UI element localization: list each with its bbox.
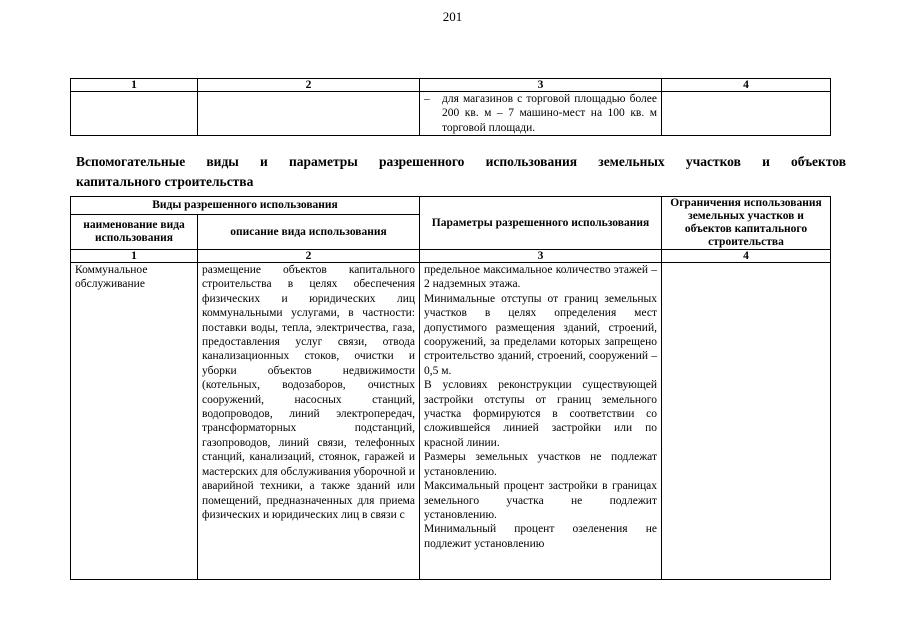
table-cell [662, 92, 831, 136]
restrictions-cell [662, 263, 831, 580]
column-number: 3 [420, 79, 662, 92]
use-name-cell: Коммунальное обслуживание [71, 263, 198, 580]
table-row [71, 263, 831, 580]
table-row [71, 92, 831, 136]
column-number-row [71, 250, 831, 263]
column-number: 4 [662, 250, 831, 263]
column-number: 1 [71, 79, 198, 92]
table-cell [420, 92, 662, 136]
parameters-cell [420, 263, 662, 580]
parameter-paragraph: Размеры земельных участков не подлежат установлению. [424, 451, 657, 478]
parameter-paragraph: Минимальный процент озеленения не подлежит установлению [424, 523, 657, 550]
column-number: 3 [420, 250, 662, 263]
header-group-label: Виды разрешенного использования [71, 197, 420, 215]
list-item [424, 92, 657, 135]
column-number: 2 [198, 79, 420, 92]
parameter-paragraph: предельное максимальное количество этажей – 2 надземных этажа. [424, 264, 657, 291]
section-heading-line1: Вспомогательные виды и параметры разрешенного использования земельных участков и объектов [76, 154, 846, 169]
list-item-text: для магазинов с торговой площадью более 200 кв. м – 7 машино-мест на 100 кв. м торговой площади. [442, 93, 657, 134]
header-parameters: Параметры разрешенного использования [420, 197, 662, 250]
parameter-paragraph: Минимальные отступы от границ земельных участков в целях определения мест допустимого размещения зданий, строений, сооружений, за пределами которых запрещено строительство зданий, строений, сооружений – 0,5 м. [424, 292, 657, 377]
table-cell [71, 92, 198, 136]
header-use-name: наименование вида использования [71, 215, 198, 250]
column-number: 4 [662, 79, 831, 92]
column-number: 1 [71, 250, 198, 263]
auxiliary-uses-table [70, 196, 831, 580]
table-cell [198, 92, 420, 136]
continued-table [70, 78, 831, 136]
list-dash: – [424, 93, 430, 105]
section-heading [76, 152, 846, 192]
parameter-paragraph: Максимальный процент застройки в границах земельного участка не подлежит установлению. [424, 480, 657, 521]
use-description-cell: размещение объектов капитального строительства в целях обеспечения физических и юридических лиц коммунальными услугами, в частности: поставки воды, тепла, электричества, газа, предоставления услуг связи, отвода канализационных стоков, очистки и уборки объектов недвижимости (котельных, водозаборов, очистных сооружений, насосных станций, водопроводов, линий электропередач, трансформаторных подстанций, газопроводов, линий связи, телефонных станций, канализаций, стоянок, гаражей и мастерских для обслуживания уборочной и аварийной техники, а также зданий или помещений, предназначенных для приема физических и юридических лиц в связи с [198, 263, 420, 580]
column-number: 2 [198, 250, 420, 263]
parameter-paragraph: В условиях реконструкции существующей застройки отступы от границ земельного участка формируются в соответствии со сложившейся линией застройки или по красной линии. [424, 379, 657, 449]
header-restrictions: Ограничения использования земельных участков и объектов капитального строительства [662, 197, 831, 250]
section-heading-line2: капитального строительства [76, 174, 254, 189]
page-number: 201 [442, 9, 463, 24]
header-use-description: описание вида использования [198, 215, 420, 250]
column-number-row [71, 79, 831, 92]
table-header-row [71, 197, 831, 215]
